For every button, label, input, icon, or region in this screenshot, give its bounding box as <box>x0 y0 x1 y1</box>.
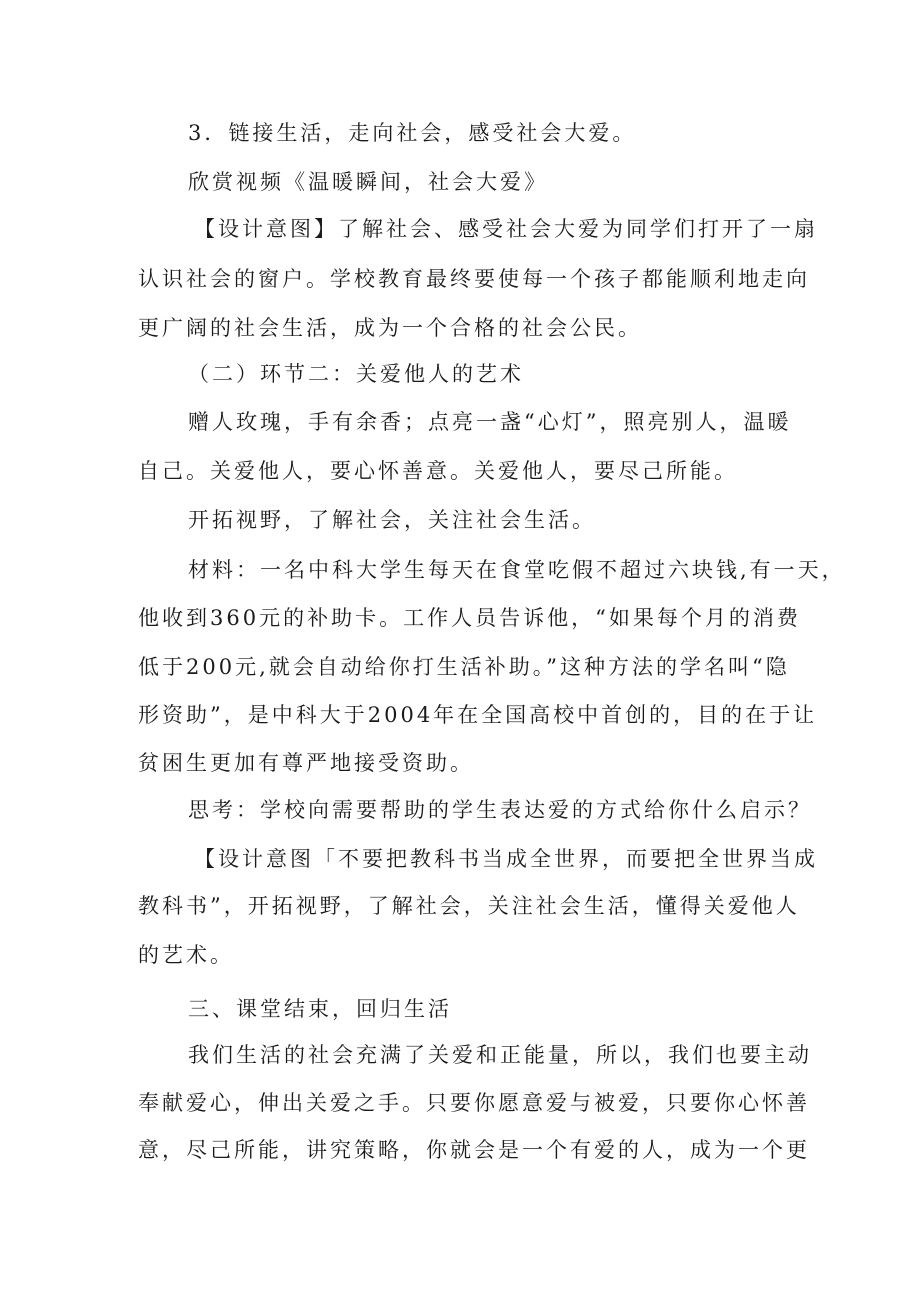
text-line-4: 认识社会的窗户。学校教育最终要使每一个孩子都能顺利地走向 <box>138 267 810 291</box>
text-line-12: 低于200元,就会自动给你打生活补助。”这种方法的学名叫“隐 <box>138 655 790 679</box>
text-line-3: 【设计意图】了解社会、感受社会大爱为同学们打开了一扇 <box>194 217 818 241</box>
text-line-15: 思考：学校向需要帮助的学生表达爱的方式给你什么启示？ <box>188 798 812 822</box>
text-line-22: 意，尽己所能，讲究策略，你就会是一个有爱的人，成为一个更 <box>138 1138 810 1162</box>
text-line-16: 【设计意图「不要把教科书当成全世界，而要把全世界当成 <box>194 847 818 871</box>
section-heading-3: 三、课堂结束，回归生活 <box>188 997 452 1021</box>
text-line-20: 我们生活的社会充满了关爱和正能量，所以，我们也要主动 <box>188 1043 812 1067</box>
text-line-7: 赠人玫瑰，手有余香；点亮一盏“心灯”，照亮别人，温暖 <box>188 410 792 434</box>
text-line-1: 3．链接生活，走向社会，感受社会大爱。 <box>188 121 637 145</box>
text-line-10: 材料：一名中科大学生每天在食堂吃假不超过六块钱,有一天， <box>188 558 846 582</box>
text-line-17: 教科书”，开拓视野，了解社会，关注社会生活，懂得关爱他人 <box>138 894 800 918</box>
text-line-21: 奉献爱心，伸出关爱之手。只要你愿意爱与被爱，只要你心怀善 <box>138 1091 810 1115</box>
text-line-11: 他收到360元的补助卡。工作人员告诉他，“如果每个月的消费 <box>138 606 801 630</box>
text-line-5: 更广阔的社会生活，成为一个合格的社会公民。 <box>138 316 642 340</box>
text-line-9: 开拓视野，了解社会，关注社会生活。 <box>188 508 596 532</box>
text-line-2: 欣赏视频《温暖瞬间，社会大爱》 <box>188 170 548 194</box>
text-line-14: 贫困生更加有尊严地接受资助。 <box>138 751 474 775</box>
text-line-18: 的艺术。 <box>138 943 234 967</box>
section-heading-2: （二）环节二：关爱他人的艺术 <box>188 362 524 386</box>
text-line-13: 形资助”，是中科大于2004年在全国高校中首创的，目的在于让 <box>138 703 818 727</box>
text-line-8: 自己。关爱他人，要心怀善意。关爱他人，要尽己所能。 <box>138 459 738 483</box>
